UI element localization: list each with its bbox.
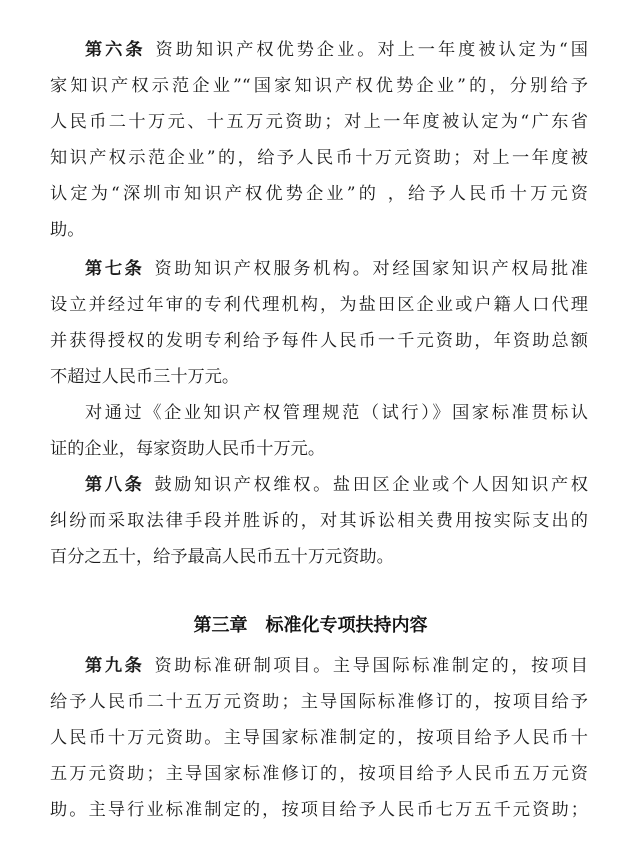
chapter-3-heading (0, 608, 621, 644)
chapter-3-number: 第三章 (193, 615, 248, 636)
article-9-label: 第九条 (85, 656, 145, 676)
article-7-para2-line-2: 证的企业，每家资助人民币十万元。 (50, 439, 326, 459)
article-7-line-2: 设立并经过年审的专利代理机构，为盐田区企业或户籍人口代理 (50, 295, 588, 315)
article-8-line-3: 百分之五十，给予最高人民币五十万元资助。 (50, 547, 394, 567)
article-8-line-1: 第八条 鼓励知识产权维权。盐田区企业或个人因知识产权 (85, 475, 588, 495)
article-7-line-1: 第七条 资助知识产权服务机构。对经国家知识产权局批准 (85, 259, 588, 279)
article-7-line-4: 不超过人民币三十万元。 (50, 367, 240, 387)
article-6-line-1: 第六条 资助知识产权优势企业。对上一年度被认定为“国 (85, 40, 588, 60)
article-8-label: 第八条 (85, 475, 145, 495)
article-6-line-5: 认定为“深圳市知识产权优势企业”的 ，给予人民币十万元资 (50, 184, 588, 204)
article-9-line-3: 人民币十万元资助。主导国家标准制定的，按项目给予人民币十 (50, 728, 588, 748)
chapter-3-title: 标准化专项扶持内容 (265, 615, 428, 636)
article-7-para2-line-1: 对通过《企业知识产权管理规范（试行）》国家标准贯标认 (85, 403, 588, 423)
article-8-line-2: 纠纷而采取法律手段并胜诉的，对其诉讼相关费用按实际支出的 (50, 511, 588, 531)
article-6-line-2: 家知识产权示范企业”“国家知识产权优势企业”的，分别给予 (50, 76, 588, 96)
article-9-line-1: 第九条 资助标准研制项目。主导国际标准制定的，按项目 (85, 656, 588, 676)
article-7-line-3: 并获得授权的发明专利给予每件人民币一千元资助，年资助总额 (50, 331, 588, 351)
article-9-line-2: 给予人民币二十五万元资助；主导国际标准修订的，按项目给予 (50, 692, 588, 712)
article-6-line-6: 助。 (50, 220, 85, 240)
article-6-label: 第六条 (85, 40, 146, 60)
article-6-line-3: 人民币二十万元、十五万元资助；对上一年度被认定为“广东省 (50, 112, 588, 132)
article-7-label: 第七条 (85, 259, 145, 279)
article-6-line-4: 知识产权示范企业”的，给予人民币十万元资助；对上一年度被 (50, 148, 588, 168)
article-9-line-4: 五万元资助；主导国家标准修订的，按项目给予人民币五万元资 (50, 764, 588, 784)
article-9-line-5: 助。主导行业标准制定的，按项目给予人民币七万五千元资助； (50, 800, 588, 820)
